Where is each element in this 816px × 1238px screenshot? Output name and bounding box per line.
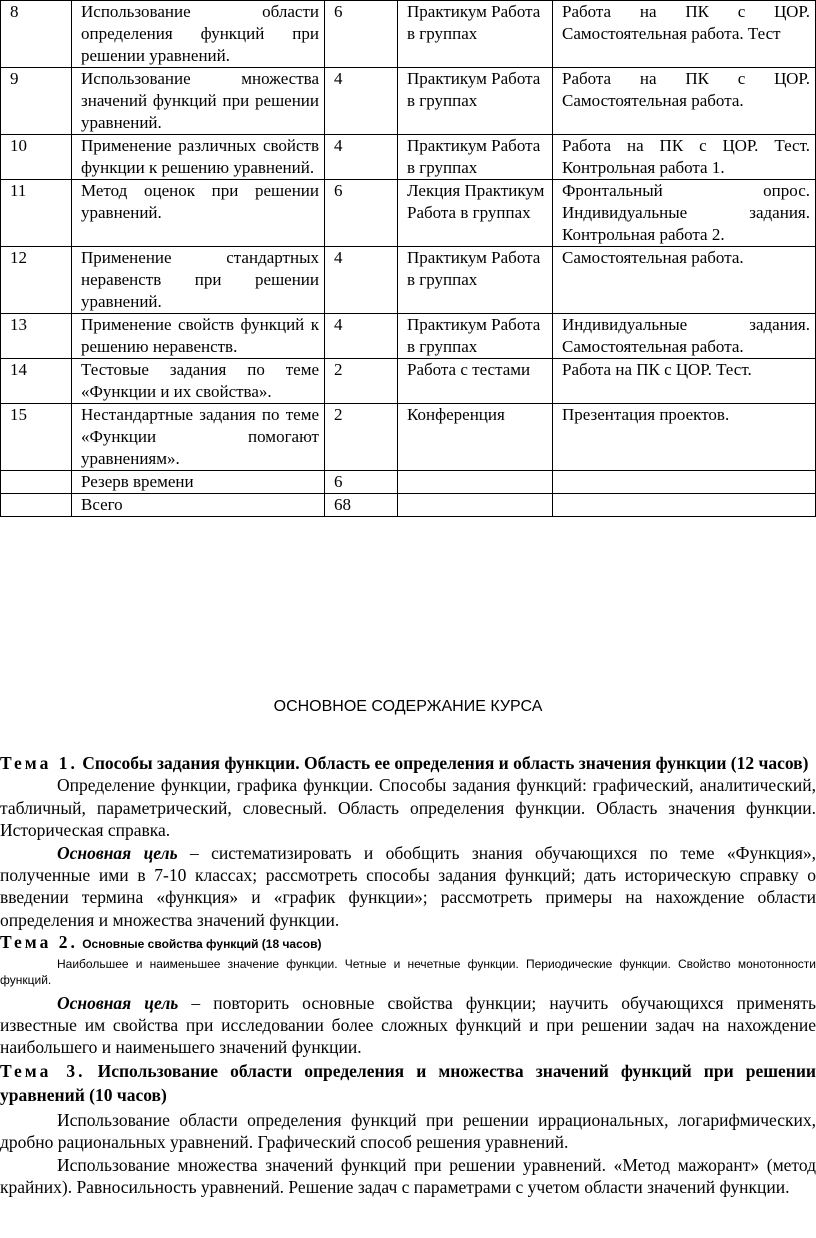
table-row (1, 1, 816, 68)
plan-table (0, 0, 816, 517)
row-control: Индивидуальные задания. Самостоятельная работа. (553, 314, 816, 359)
course-content (0, 748, 816, 1199)
row-topic: Применение различных свойств функции к решению уравнений. (72, 135, 325, 180)
table-row (1, 359, 816, 404)
row-number (1, 494, 72, 517)
row-topic: Всего (72, 494, 325, 517)
row-number: 13 (1, 314, 72, 359)
row-control: Работа на ПК с ЦОР. Самостоятельная работа. (553, 68, 816, 135)
row-number: 8 (1, 1, 72, 68)
table-row (1, 247, 816, 314)
row-hours: 4 (325, 314, 398, 359)
row-form: Лекция Практикум Работа в группах (398, 180, 553, 247)
row-number: 10 (1, 135, 72, 180)
row-topic: Применение стандартных неравенств при решении уравнений. (72, 247, 325, 314)
row-topic: Тестовые задания по теме «Функции и их свойства». (72, 359, 325, 404)
row-control: Самостоятельная работа. (553, 247, 816, 314)
tema1-label: Тема 1. (0, 753, 78, 773)
tema2-label: Тема 2. (0, 932, 78, 953)
tema2-text: Наибольшее и наименьшее значение функции. Четные и нечетные функции. Периодические функции. Свойство монотонности функций. (0, 956, 816, 987)
row-form (398, 471, 553, 494)
table-row (1, 68, 816, 135)
row-topic: Метод оценок при решении уравнений. (72, 180, 325, 247)
plan-table-body (1, 1, 816, 517)
row-control (553, 471, 816, 494)
row-hours: 2 (325, 404, 398, 471)
row-number: 11 (1, 180, 72, 247)
tema2-title: Основные свойства функций (18 часов) (82, 937, 322, 952)
tema1-goal-text: – систематизировать и обобщить знания обучающихся по теме «Функция», полученные ими в 7-10 классах; рассмотреть способы задания функций; дать историческую справку о введении термина «функция» и «график функции»; рассмотреть примеры на нахождение области определения и множества значений функции. (0, 842, 816, 930)
table-row (1, 471, 816, 494)
row-number: 14 (1, 359, 72, 404)
row-control (553, 494, 816, 517)
row-form: Конференция (398, 404, 553, 471)
row-number (1, 471, 72, 494)
row-topic: Нестандартные задания по теме «Функции помогают уравнениям». (72, 404, 325, 471)
table-row (1, 404, 816, 471)
section-heading: ОСНОВНОЕ СОДЕРЖАНИЕ КУРСА (273, 698, 543, 715)
row-form: Практикум Работа в группах (398, 135, 553, 180)
row-control: Презентация проектов. (553, 404, 816, 471)
row-control: Работа на ПК с ЦОР. Тест. (553, 359, 816, 404)
row-hours: 6 (325, 471, 398, 494)
row-form: Практикум Работа в группах (398, 314, 553, 359)
row-hours: 4 (325, 247, 398, 314)
tema1-text: Определение функции, графика функции. Способы задания функций: графический, аналитический, табличный, параметрический, словесный. Область определения функции. Область значения функции. Историческая справка. (0, 775, 816, 841)
tema3-text1: Использование области определения функций при решении иррациональных, логарифмических, дробно рациональных уравнений. Графический способ решения уравнений. (0, 1109, 816, 1153)
row-control: Работа на ПК с ЦОР. Тест. Контрольная работа 1. (553, 135, 816, 180)
row-control: Фронтальный опрос. Индивидуальные задания. Контрольная работа 2. (553, 180, 816, 247)
row-form (398, 494, 553, 517)
row-number: 15 (1, 404, 72, 471)
row-hours: 2 (325, 359, 398, 404)
table-row (1, 314, 816, 359)
tema2-goal-label: Основная цель (57, 992, 179, 1013)
tema2-heading (0, 931, 816, 955)
row-number: 9 (1, 68, 72, 135)
tema1-heading (0, 752, 816, 774)
row-hours: 6 (325, 180, 398, 247)
row-form: Работа с тестами (398, 359, 553, 404)
row-hours: 4 (325, 68, 398, 135)
tema2-goal (0, 992, 816, 1059)
row-topic: Использование множества значений функций при решении уравнений. (72, 68, 325, 135)
tema3-heading (0, 1059, 816, 1107)
row-hours: 6 (325, 1, 398, 68)
row-hours: 4 (325, 135, 398, 180)
row-form: Практикум Работа в группах (398, 68, 553, 135)
row-topic: Использование области определения функций при решении уравнений. (72, 1, 325, 68)
row-form: Практикум Работа в группах (398, 247, 553, 314)
row-topic: Применение свойств функций к решению неравенств. (72, 314, 325, 359)
tema3-title: Использование области определения и множества значений функций при решении уравнений (10 часов) (0, 1060, 816, 1105)
tema1-title: Способы задания функции. Область ее определения и область значения функции (12 часов) (82, 753, 809, 773)
tema2-goal-text: – повторить основные свойства функции; научить обучающихся применять известные им свойства при исследовании более сложных функций и при решении задач на нахождение наибольшего и наименьшего значений функции. (0, 992, 816, 1058)
row-form: Практикум Работа в группах (398, 1, 553, 68)
tema3-text2: Использование множества значений функций при решении уравнений. «Метод мажорант» (метод крайних). Равносильность уравнений. Решение задач с параметрами с учетом области значений функции. (0, 1154, 816, 1198)
table-row (1, 180, 816, 247)
row-topic: Резерв времени (72, 471, 325, 494)
table-row (1, 135, 816, 180)
tema1-goal-label: Основная цель (57, 842, 178, 863)
row-control: Работа на ПК с ЦОР. Самостоятельная работа. Тест (553, 1, 816, 68)
table-row (1, 494, 816, 517)
row-hours: 68 (325, 494, 398, 517)
row-number: 12 (1, 247, 72, 314)
tema3-label: Тема 3. (0, 1060, 86, 1081)
tema1-goal (0, 842, 816, 932)
